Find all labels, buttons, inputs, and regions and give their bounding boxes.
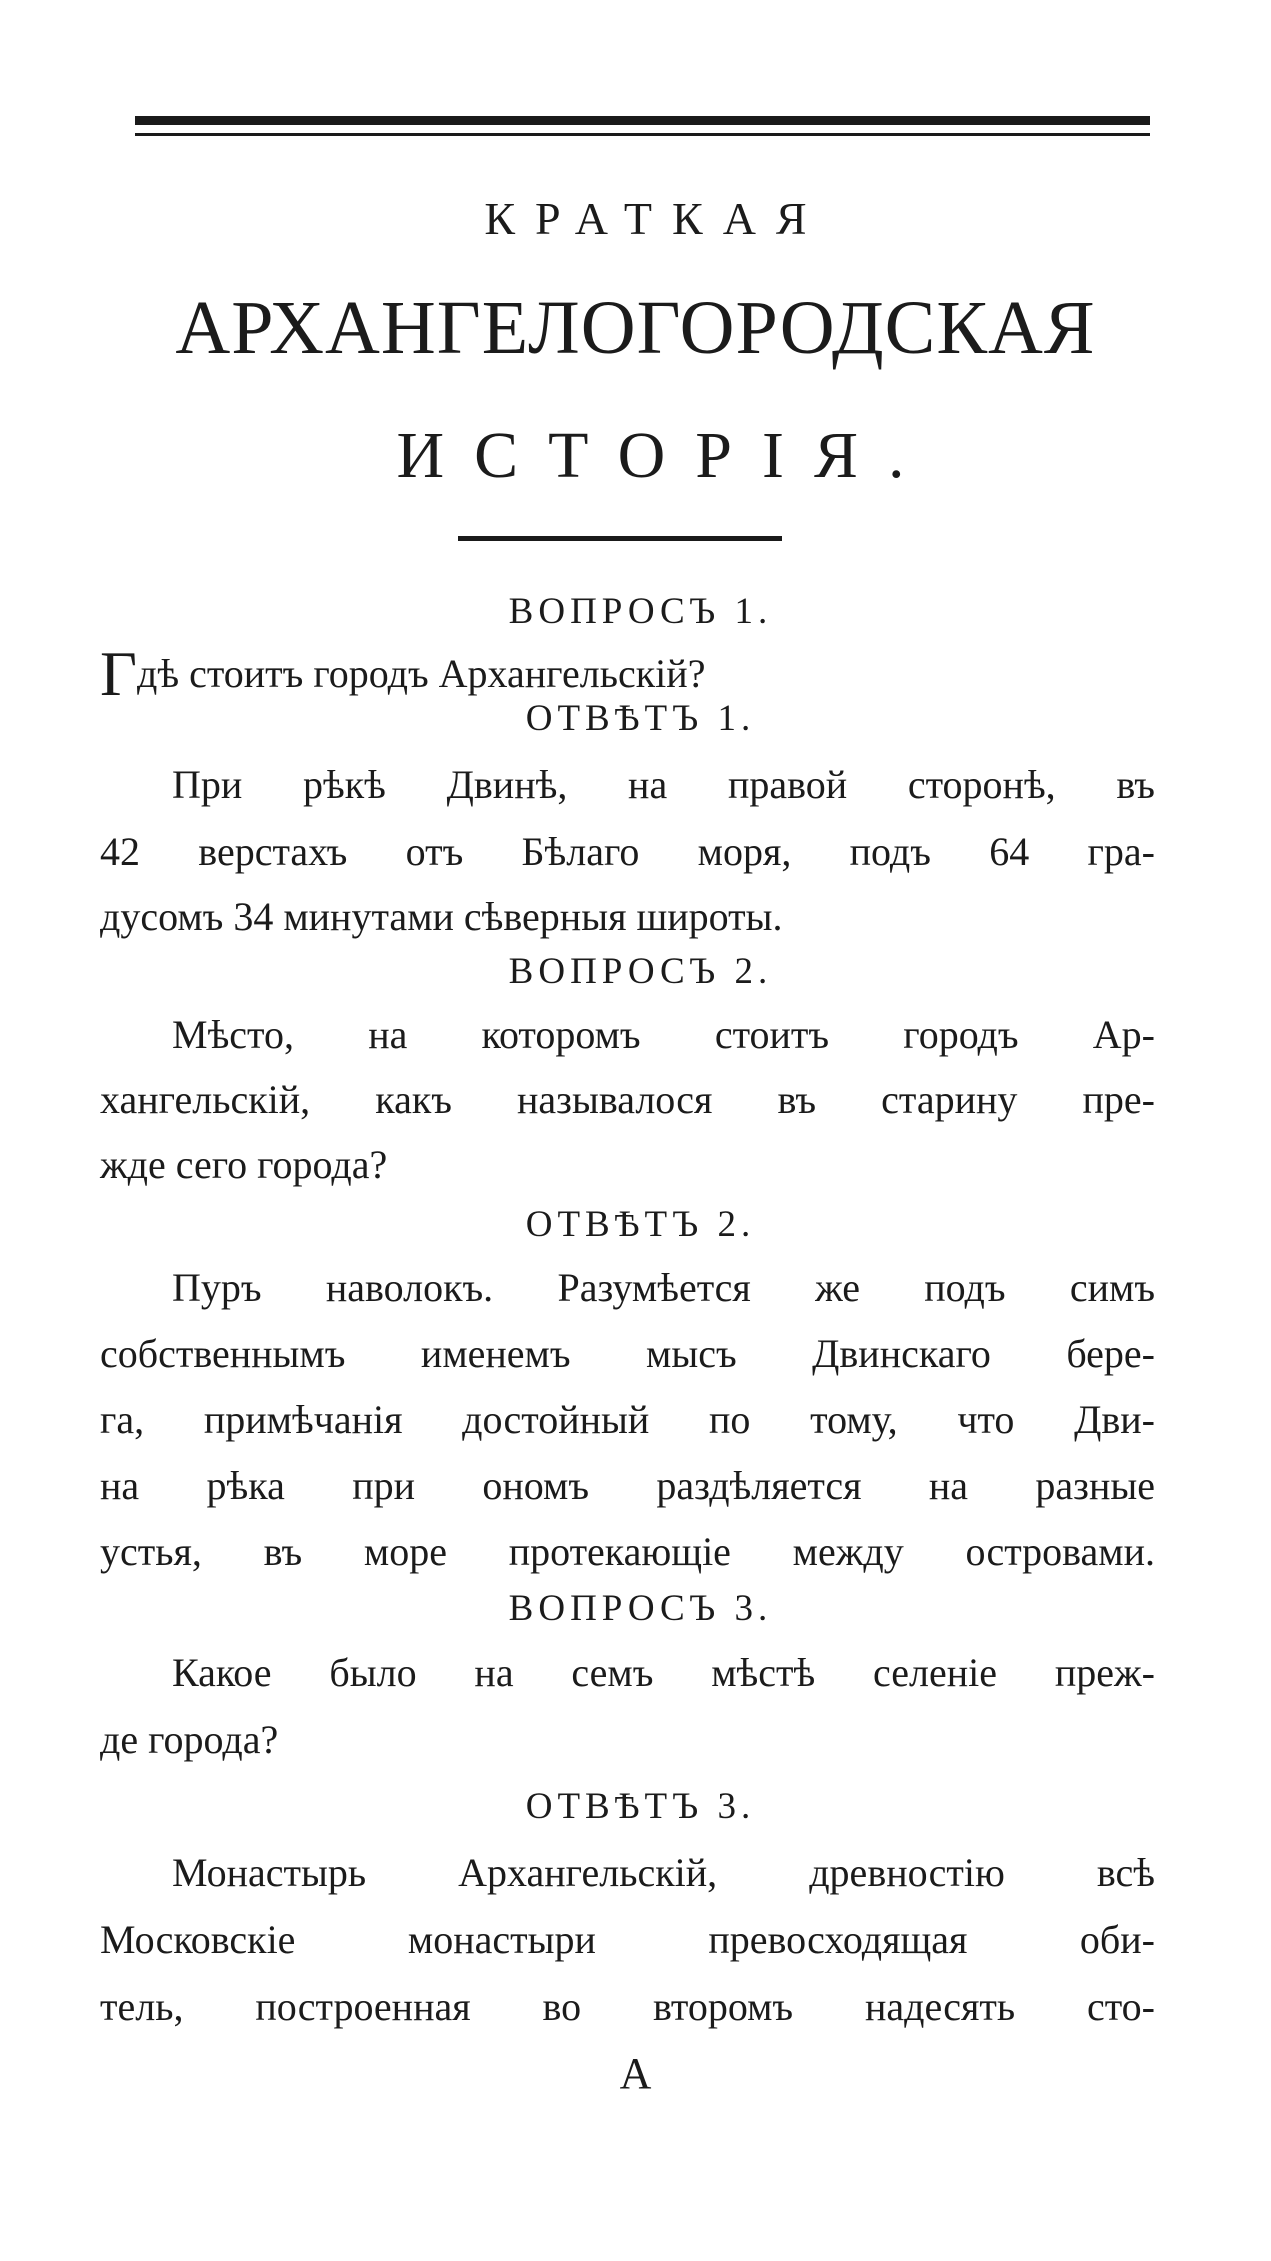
title-divider [458, 536, 782, 541]
answer-3-line: Московскіе монастыри превосходящая оби- [100, 1917, 1155, 1962]
answer-2-line: га, примѣчанія достойный по тому, что Дви- [100, 1397, 1155, 1442]
title-subtitle: ИСТОРІЯ. [396, 419, 935, 492]
answer-2-line: на рѣка при ономъ раздѣляется на разные [100, 1463, 1155, 1508]
question-3-heading: ВОПРОСЪ 3. [508, 1588, 773, 1629]
answer-1-line: дусомъ 34 минутами сѣверныя широты. [100, 894, 783, 939]
answer-2-heading: ОТВѢТЪ 2. [525, 1204, 756, 1245]
question-2-line: Мѣсто, на которомъ стоитъ городъ Ар- [172, 1012, 1155, 1057]
answer-2-line: Пуръ наволокъ. Разумѣется же подъ симъ [172, 1265, 1155, 1310]
drop-cap: Г [100, 638, 137, 709]
question-1-heading: ВОПРОСЪ 1. [508, 591, 773, 632]
answer-3-heading: ОТВѢТЪ 3. [525, 1786, 756, 1827]
answer-2-line: собственнымъ именемъ мысъ Двинскаго бере- [100, 1331, 1155, 1376]
question-2-heading: ВОПРОСЪ 2. [508, 951, 773, 992]
answer-1-line: При рѣкѣ Двинѣ, на правой сторонѣ, въ [172, 762, 1155, 807]
header-rule-thick [135, 116, 1150, 125]
answer-3-line: Монастырь Архангельскій, древностію всѣ [172, 1850, 1155, 1895]
answer-2-line: устья, въ море протекающіе между островами. [100, 1529, 1155, 1574]
question-3-line: де города? [100, 1717, 279, 1762]
title-kicker: КРАТКАЯ [484, 193, 827, 244]
signature-mark: А [619, 2049, 652, 2098]
question-3-line: Какое было на семъ мѣстѣ селеніе преж- [172, 1650, 1155, 1695]
question-2-line: хангельскій, какъ называлося въ старину пре- [100, 1077, 1155, 1122]
question-1-text-rest: дѣ стоитъ городъ Архангельскій? [137, 651, 706, 696]
question-2-line: жде сего города? [100, 1142, 388, 1187]
answer-1-line: 42 верстахъ отъ Бѣлаго моря, подъ 64 гра- [100, 829, 1155, 874]
answer-3-line: тель, построенная во второмъ надесять сто- [100, 1984, 1155, 2029]
page-title: АРХАНГЕЛОГОРОДСКАЯ [175, 286, 1096, 370]
answer-1-heading: ОТВѢТЪ 1. [525, 698, 756, 739]
header-rule-thin [135, 133, 1150, 136]
